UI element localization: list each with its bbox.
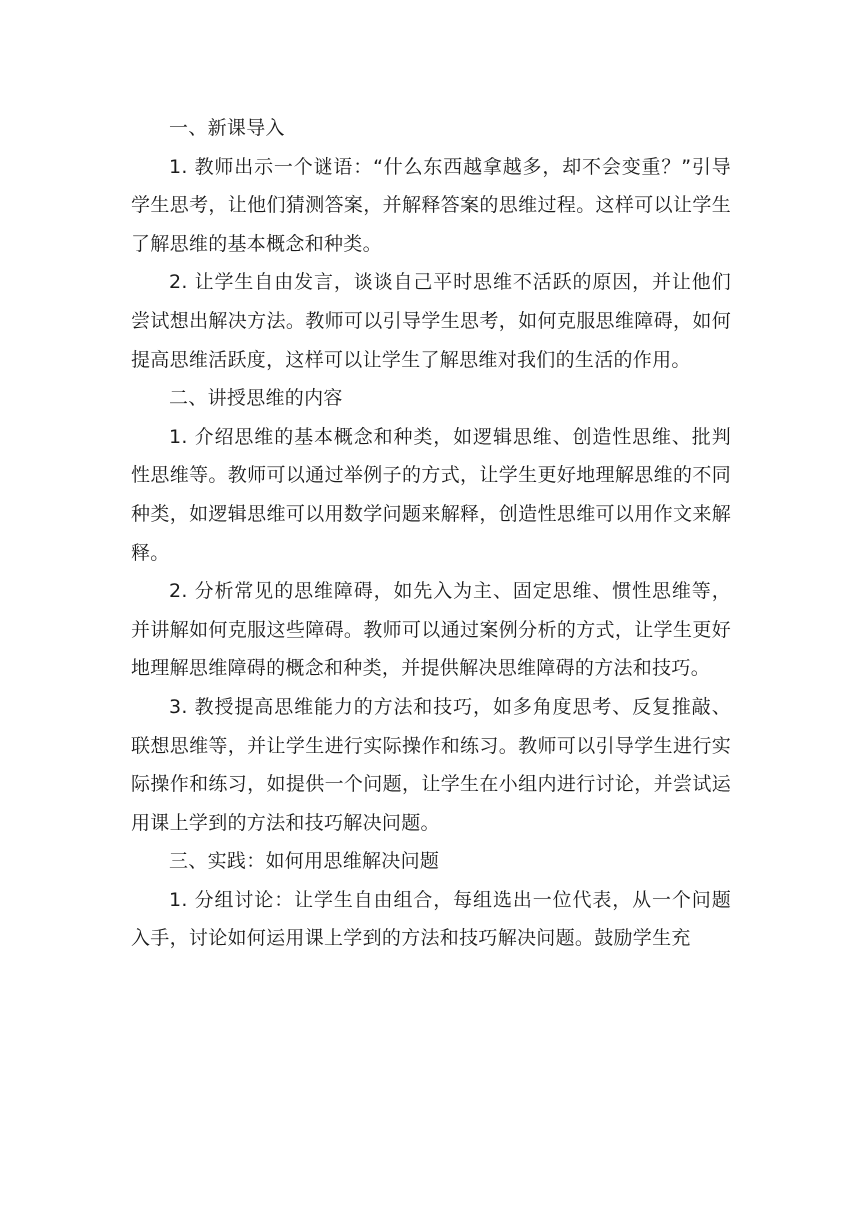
paragraph-2-3: 3. 教授提高思维能力的方法和技巧，如多角度思考、反复推敲、联想思维等，并让学生进行实际操作和练习。教师可以引导学生进行实际操作和练习，如提供一个问题，让学生在小组内进行讨论，并尝试运用课上学到的方法和技巧解决问题。 xyxy=(131,695,731,834)
paragraph-3-1: 1. 分组讨论：让学生自由组合，每组选出一位代表，从一个问题入手，讨论如何运用课上学到的方法和技巧解决问题。鼓励学生充 xyxy=(131,888,731,950)
paragraph-2-2: 2. 分析常见的思维障碍，如先入为主、固定思维、惯性思维等，并讲解如何克服这些障碍。教师可以通过案例分析的方式，让学生更好地理解思维障碍的概念和种类，并提供解决思维障碍的方法和技巧。 xyxy=(131,580,731,680)
paragraph-1-2: 2. 让学生自由发言，谈谈自己平时思维不活跃的原因，并让他们尝试想出解决方法。教师可以引导学生思考，如何克服思维障碍，如何提高思维活跃度，这样可以让学生了解思维对我们的生活的作用。 xyxy=(131,271,731,371)
paragraph-1-1: 1. 教师出示一个谜语：“什么东西越拿越多，却不会变重？”引导学生思考，让他们猜测答案，并解释答案的思维过程。这样可以让学生了解思维的基本概念和种类。 xyxy=(131,155,731,255)
section-heading-2: 二、讲授思维的内容 xyxy=(169,387,343,410)
section-heading-1: 一、新课导入 xyxy=(169,117,285,139)
document-body xyxy=(131,109,731,958)
section-heading-3: 三、实践：如何用思维解决问题 xyxy=(169,850,440,873)
paragraph-2-1: 1. 介绍思维的基本概念和种类，如逻辑思维、创造性思维、批判性思维等。教师可以通过举例子的方式，让学生更好地理解思维的不同种类，如逻辑思维可以用数学问题来解释，创造性思维可以用作文来解释。 xyxy=(131,425,731,564)
